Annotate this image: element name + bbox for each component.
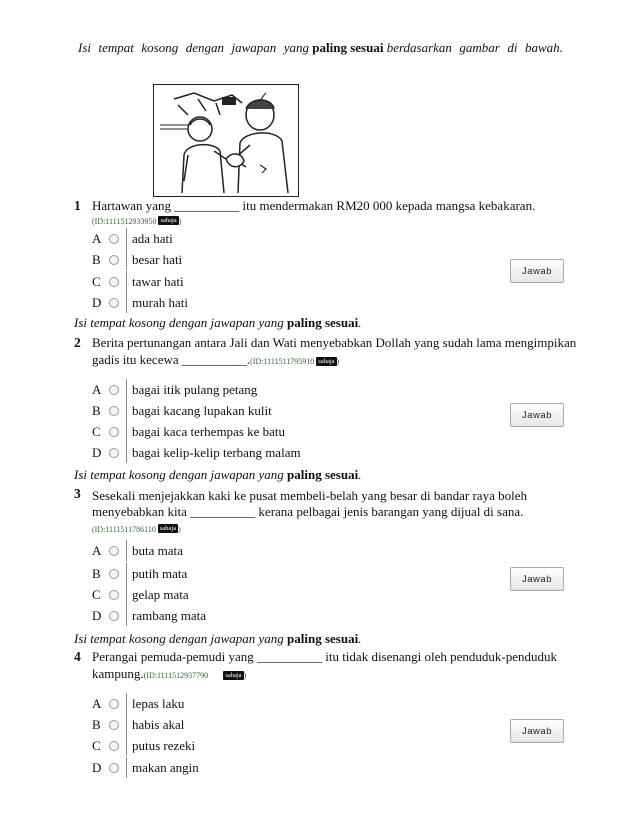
option-radio[interactable] bbox=[109, 298, 119, 308]
option-radio[interactable] bbox=[109, 699, 119, 709]
option-divider bbox=[126, 693, 127, 714]
question-text-line: Berita pertunangan antara Jali dan Wati menyebabkan Dollah yang sudah lama mengimpikan bbox=[92, 335, 577, 350]
question-number: 1 bbox=[74, 198, 81, 213]
question-id-tag: sahaja bbox=[160, 217, 177, 225]
question-id-close: ) bbox=[243, 671, 247, 680]
illustration bbox=[153, 84, 299, 197]
option-radio[interactable] bbox=[109, 611, 119, 621]
option-letter: C bbox=[92, 737, 101, 753]
question-id-text: (ID:1111512937790 bbox=[143, 671, 209, 680]
header-word: kosong bbox=[141, 40, 179, 55]
option-letter: A bbox=[92, 230, 102, 246]
option-row bbox=[92, 584, 189, 605]
option-letter: C bbox=[92, 586, 101, 602]
option-divider bbox=[126, 271, 127, 292]
option-divider bbox=[126, 714, 127, 735]
option-divider bbox=[126, 379, 127, 400]
question-id-tag: sahaja bbox=[318, 357, 335, 365]
option-radio[interactable] bbox=[109, 590, 119, 600]
question-instruction bbox=[74, 631, 361, 647]
option-text: habis akal bbox=[132, 716, 185, 732]
option-row bbox=[92, 421, 285, 442]
option-letter: B bbox=[92, 565, 101, 581]
question-id bbox=[92, 212, 181, 228]
option-text: buta mata bbox=[132, 542, 183, 558]
option-letter: A bbox=[92, 381, 102, 397]
option-divider bbox=[126, 292, 127, 313]
option-radio[interactable] bbox=[109, 255, 119, 265]
option-divider bbox=[126, 540, 127, 561]
illustration-drawing bbox=[154, 85, 297, 195]
option-radio[interactable] bbox=[109, 763, 119, 773]
option-letter: D bbox=[92, 759, 102, 775]
option-row bbox=[92, 714, 184, 735]
option-row bbox=[92, 271, 184, 292]
question-number: 2 bbox=[74, 335, 81, 350]
instruction-prefix: Isi tempat kosong dengan jawapan yang bbox=[74, 467, 284, 482]
option-divider bbox=[126, 249, 127, 270]
option-radio[interactable] bbox=[109, 406, 119, 416]
option-text: bagai kaca terhempas ke batu bbox=[132, 423, 286, 439]
question-id-close: ) bbox=[178, 525, 181, 534]
instruction-suffix: . bbox=[358, 315, 362, 330]
option-text: besar hati bbox=[132, 251, 183, 267]
option-text: rambang mata bbox=[132, 607, 206, 623]
option-row bbox=[92, 292, 188, 313]
option-radio[interactable] bbox=[109, 741, 119, 751]
question-id-close: ) bbox=[178, 217, 182, 226]
question-instruction bbox=[74, 467, 361, 483]
option-radio[interactable] bbox=[109, 720, 119, 730]
option-letter: B bbox=[92, 716, 101, 732]
option-radio[interactable] bbox=[109, 385, 119, 395]
option-letter: C bbox=[92, 423, 101, 439]
question-id-text: (ID:1111511786110 bbox=[92, 525, 156, 534]
header-word: jawapan bbox=[231, 40, 277, 55]
option-row bbox=[92, 735, 195, 756]
question-id-tag: sahaja bbox=[159, 525, 177, 533]
option-text: ada hati bbox=[132, 230, 173, 246]
instruction-bold: paling sesuai bbox=[287, 467, 359, 482]
option-row bbox=[92, 757, 199, 778]
instruction-prefix: Isi tempat kosong dengan jawapan yang bbox=[74, 631, 284, 646]
option-divider bbox=[126, 563, 127, 584]
option-divider bbox=[126, 584, 127, 605]
option-radio[interactable] bbox=[109, 277, 119, 287]
question-id bbox=[92, 520, 181, 536]
instruction-bold: paling sesuai bbox=[287, 631, 359, 646]
answer-button[interactable]: Jawab bbox=[510, 403, 564, 427]
instruction-prefix: Isi tempat kosong dengan jawapan yang bbox=[74, 315, 284, 330]
instruction-suffix: . bbox=[358, 631, 362, 646]
option-letter: A bbox=[92, 542, 102, 558]
question-text-line: menyebabkan kita __________ kerana pelbagai jenis barangan yang dijual di sana. bbox=[92, 504, 524, 519]
question-id-tag: sahaja bbox=[225, 671, 242, 679]
header-word: yang paling sesuai berdasarkan bbox=[283, 40, 452, 55]
option-letter: A bbox=[92, 695, 102, 711]
option-letter: C bbox=[92, 273, 101, 289]
option-radio[interactable] bbox=[109, 448, 119, 458]
option-row bbox=[92, 442, 301, 463]
option-letter: D bbox=[92, 294, 102, 310]
question-text-line-2 bbox=[92, 666, 246, 682]
option-row bbox=[92, 693, 184, 714]
option-row bbox=[92, 400, 272, 421]
option-divider bbox=[126, 421, 127, 442]
header-word: bawah. bbox=[524, 40, 563, 55]
option-row bbox=[92, 379, 257, 400]
header-instruction bbox=[78, 40, 563, 56]
question-text-line-2 bbox=[92, 352, 339, 368]
question-text-line: Perangai pemuda-pemudi yang __________ itu tidak disenangi oleh penduduk-penduduk bbox=[92, 649, 558, 664]
option-text: bagai itik pulang petang bbox=[132, 381, 258, 397]
option-text: makan angin bbox=[132, 759, 199, 775]
option-text: lepas laku bbox=[132, 695, 185, 711]
answer-button[interactable]: Jawab bbox=[510, 719, 564, 743]
header-word: di bbox=[507, 40, 518, 55]
option-row bbox=[92, 605, 206, 626]
option-divider bbox=[126, 400, 127, 421]
option-letter: D bbox=[92, 607, 102, 623]
option-row bbox=[92, 228, 173, 249]
header-word: Isi bbox=[78, 40, 91, 55]
question-instruction bbox=[74, 315, 361, 331]
instruction-bold: paling sesuai bbox=[287, 315, 359, 330]
header-word: tempat bbox=[98, 40, 134, 55]
question-id-close: ) bbox=[336, 357, 340, 366]
option-text: murah hati bbox=[132, 294, 188, 310]
option-text: bagai kelip-kelip terbang malam bbox=[132, 444, 301, 460]
question-text-line: kampung. bbox=[92, 666, 144, 681]
option-text: tawar hati bbox=[132, 273, 184, 289]
option-divider bbox=[126, 228, 127, 249]
answer-button[interactable]: Jawab bbox=[510, 259, 564, 283]
question-number: 4 bbox=[74, 649, 81, 664]
option-divider bbox=[126, 605, 127, 626]
question-id-text: (ID:1111512933950 bbox=[92, 217, 157, 226]
option-divider bbox=[126, 757, 127, 778]
question-number: 3 bbox=[74, 486, 81, 501]
header-word: dengan bbox=[185, 40, 224, 55]
option-row bbox=[92, 249, 182, 270]
option-row bbox=[92, 563, 187, 584]
question-text-line: gadis itu kecewa __________. bbox=[92, 352, 251, 367]
option-text: putih mata bbox=[132, 565, 188, 581]
option-text: putus rezeki bbox=[132, 737, 196, 753]
option-text: gelap mata bbox=[132, 586, 189, 602]
question-text-line: Hartawan yang __________ itu mendermakan RM20 000 kepada mangsa kebakaran. bbox=[92, 198, 536, 213]
option-divider bbox=[126, 442, 127, 463]
option-letter: B bbox=[92, 251, 101, 267]
option-radio[interactable] bbox=[109, 234, 119, 244]
option-divider bbox=[126, 735, 127, 756]
option-text: bagai kacang lupakan kulit bbox=[132, 402, 272, 418]
answer-button[interactable]: Jawab bbox=[510, 567, 564, 591]
option-radio[interactable] bbox=[109, 569, 119, 579]
option-letter: D bbox=[92, 444, 102, 460]
option-radio[interactable] bbox=[109, 427, 119, 437]
option-letter: B bbox=[92, 402, 101, 418]
option-radio[interactable] bbox=[109, 546, 119, 556]
question-id-text: (ID:1111511795910 bbox=[250, 357, 315, 366]
header-word: gambar bbox=[459, 40, 500, 55]
option-row bbox=[92, 540, 183, 561]
instruction-suffix: . bbox=[358, 467, 362, 482]
question-text-line: Sesekali menjejakkan kaki ke pusat membeli-belah yang besar di bandar raya boleh bbox=[92, 488, 527, 503]
